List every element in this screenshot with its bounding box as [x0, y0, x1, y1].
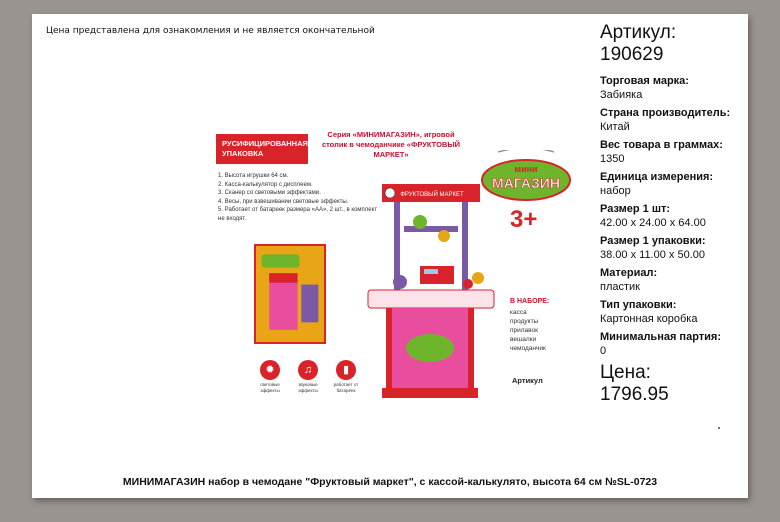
spec-value: 1350 [600, 153, 625, 165]
spec-name: Тип упаковки: [600, 299, 677, 311]
feature-item: 5. Работает от батареек размера «АА», 2 шт., в комплект не входят. [218, 207, 378, 222]
decorative-dot [718, 427, 720, 429]
spec-value: 42.00 x 24.00 x 64.00 [600, 217, 706, 229]
feature-icon-label: звуковые эффекты [298, 382, 318, 393]
age-rating: 3+ [510, 206, 538, 233]
localized-package-badge: РУСИФИЦИРОВАННАЯ УПАКОВКА [216, 134, 308, 164]
kit-contents [510, 308, 546, 353]
spec-name: Размер 1 шт: [600, 203, 671, 215]
feature-icon-label: работает от батареек [333, 382, 359, 393]
battery-icon: ▮ [336, 360, 356, 380]
price-value: 1796.95 [600, 384, 669, 405]
product-title: МИНИМАГАЗИН набор в чемодане "Фруктовый маркет", с кассой-калькулято, высота 64 см №SL-0723 [122, 476, 658, 488]
spec-value: Забияка [600, 89, 643, 101]
shop-sign-text: ФРУКТОВЫЙ МАРКЕТ [400, 192, 464, 198]
sku-label: Артикул: [600, 22, 677, 43]
spec-brand [600, 74, 750, 102]
light-effects-icon: ✹ [260, 360, 280, 380]
product-details [600, 22, 750, 406]
spec-value: пластик [600, 281, 640, 293]
logo-top-text: мини [514, 164, 538, 174]
kit-item: прилавок [510, 327, 539, 334]
package-box-image [254, 244, 326, 344]
spec-material [600, 266, 750, 294]
sound-effects-icon: ♫ [298, 360, 318, 380]
spec-value: набор [600, 185, 631, 197]
feature-item: 4. Весы, при взвешивании световые эффекты. [218, 198, 349, 205]
spec-name: Страна производитель: [600, 107, 731, 119]
kit-item: чемоданчик [510, 345, 546, 352]
feature-item: 3. Сканер со световыми эффектами. [218, 190, 321, 196]
kit-item: касса [510, 309, 527, 316]
spec-value: Картонная коробка [600, 313, 698, 325]
spec-package-type [600, 298, 750, 326]
kit-item: вешалки [510, 336, 537, 343]
spec-value: Китай [600, 121, 630, 133]
spec-country [600, 106, 750, 134]
feature-item: 2. Касса-калькулятор с дисплеем. [218, 181, 313, 188]
spec-min-order [600, 330, 750, 358]
spec-unit [600, 170, 750, 198]
feature-icon-label: световые эффекты [260, 382, 280, 393]
product-image [210, 122, 576, 402]
spec-name: Торговая марка: [600, 75, 689, 87]
toy-shop-stand-image [360, 166, 500, 402]
spec-name: Минимальная партия: [600, 331, 721, 343]
spec-name: Материал: [600, 267, 658, 279]
logo-main-text: МАГАЗИН [492, 175, 560, 191]
spec-item-size [600, 202, 750, 230]
feature-item: 1. Высота игрушки 64 см. [218, 173, 289, 179]
product-sheet [32, 14, 748, 498]
kit-title: В НАБОРЕ: [510, 298, 550, 305]
spec-name: Размер 1 упаковки: [600, 235, 706, 247]
feature-list [218, 172, 378, 223]
spec-value: 0 [600, 345, 607, 357]
sku-value: 190629 [600, 44, 664, 65]
kit-item: продукты [510, 318, 539, 325]
spec-weight [600, 138, 750, 166]
series-title: Серия «МИНИМАГАЗИН», игровой столик в чемоданчике «ФРУКТОВЫЙ МАРКЕТ» [321, 130, 461, 159]
spec-value: 38.00 x 11.00 x 50.00 [600, 249, 705, 261]
price-disclaimer: Цена представлена для ознакомления и не является окончательной [46, 26, 375, 36]
spec-name: Единица измерения: [600, 171, 714, 183]
spec-name: Вес товара в граммах: [600, 139, 723, 151]
article-label: Артикул [512, 376, 543, 385]
price-label: Цена: [600, 362, 651, 383]
spec-package-size [600, 234, 750, 262]
